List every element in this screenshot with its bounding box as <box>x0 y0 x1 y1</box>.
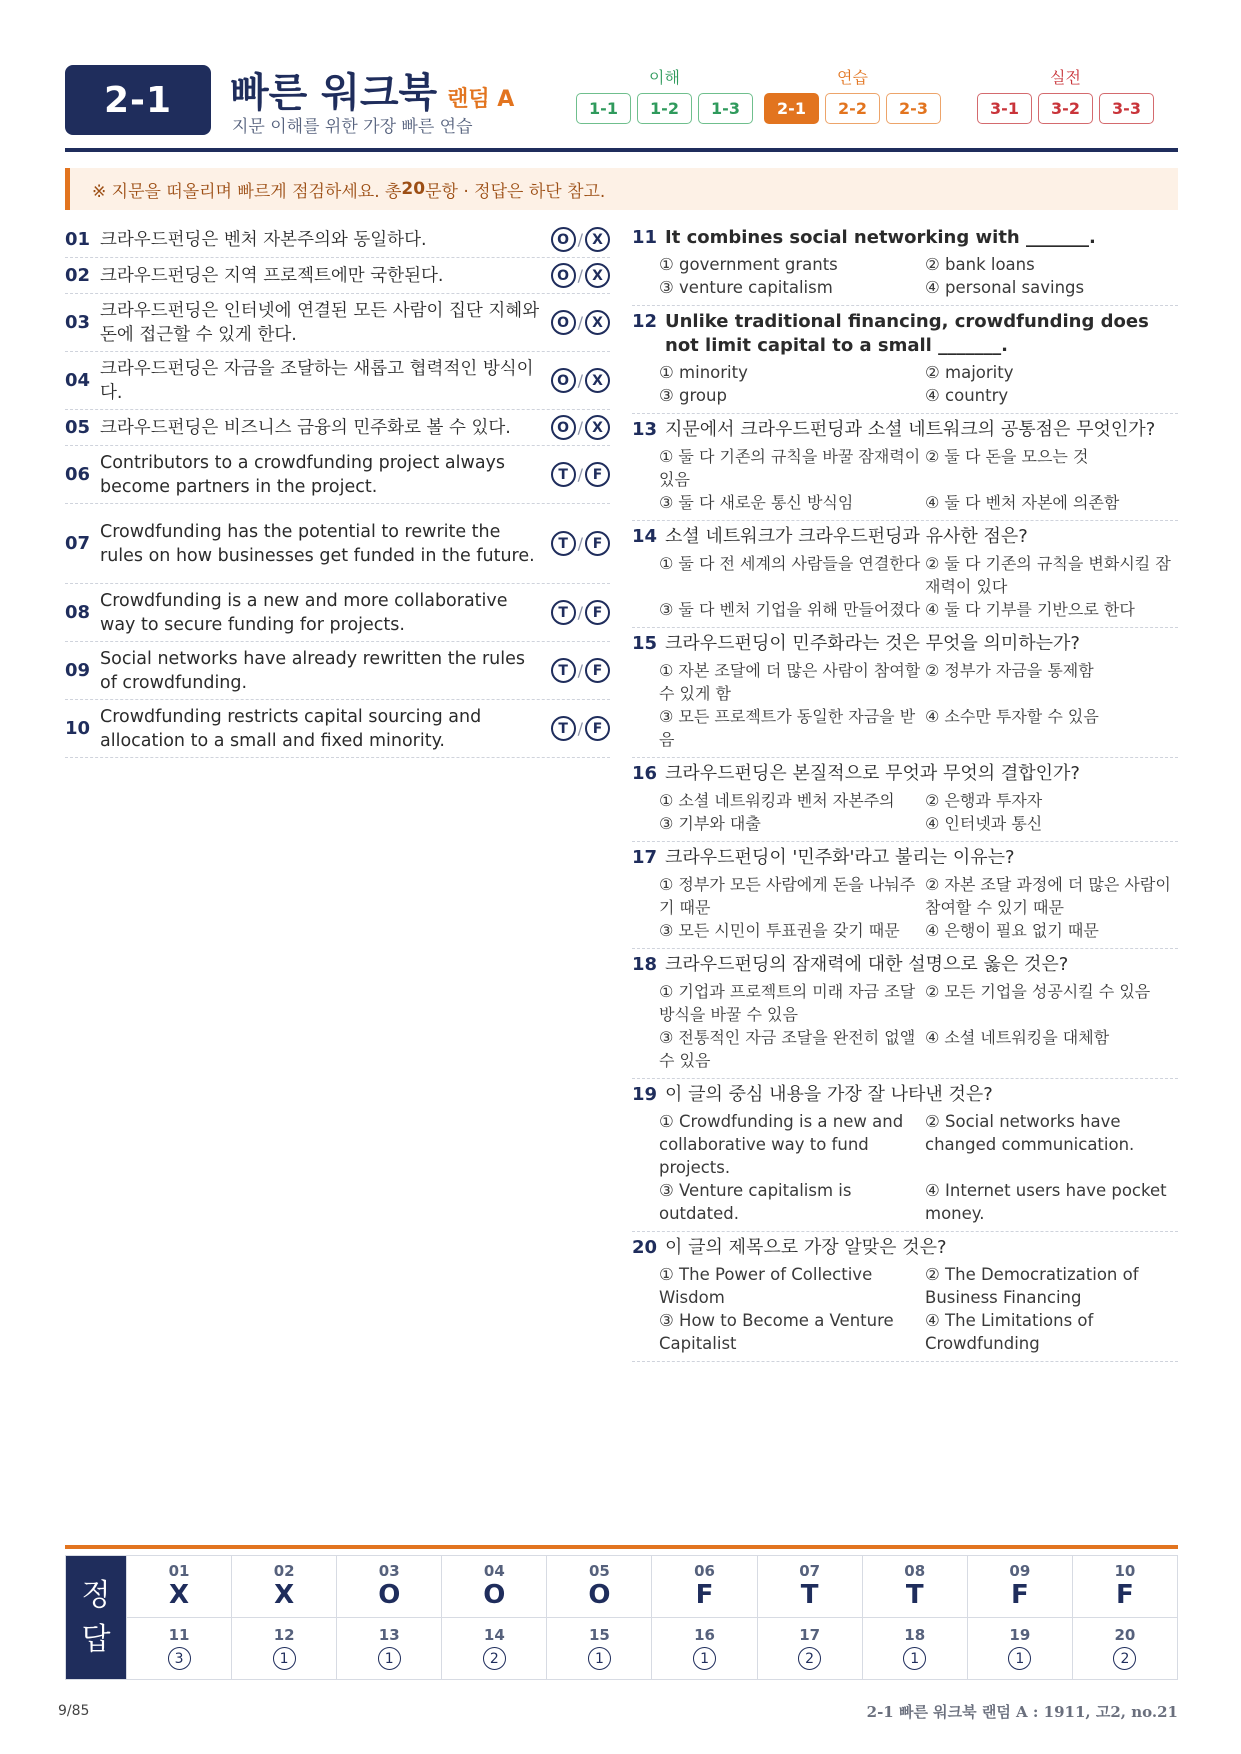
choice-4[interactable]: ④ Internet users have pocket money. <box>925 1181 1167 1223</box>
answer-label-bottom: 답 <box>81 1621 111 1657</box>
question-text: Unlike traditional financing, crowdfunding does not limit capital to a small _______. <box>665 311 1149 356</box>
stage-button-2-3[interactable]: 2-3 <box>886 93 941 124</box>
mark-t-option[interactable]: T <box>551 716 576 741</box>
stage-button-3-3[interactable]: 3-3 <box>1099 93 1154 124</box>
item-number: 05 <box>65 417 91 438</box>
multiple-choice-list <box>632 222 1178 1362</box>
choice-2[interactable]: ② 은행과 투자자 <box>925 791 1043 810</box>
page-header <box>65 65 1178 155</box>
item-text: Contributors to a crowdfunding project always become partners in the project. <box>100 452 506 497</box>
page-number: 9/85 <box>58 1703 90 1719</box>
choice-1[interactable]: ① The Power of Collective Wisdom <box>659 1265 873 1307</box>
choice-4[interactable]: ④ 둘 다 기부를 기반으로 한다 <box>925 600 1135 619</box>
answer-cell <box>651 1556 756 1618</box>
item-text: Crowdfunding restricts capital sourcing and allocation to a small and fixed minority. <box>100 706 482 751</box>
answer-label-top: 정 <box>81 1577 111 1613</box>
mark-t-option[interactable]: T <box>551 462 576 487</box>
answer-cell <box>757 1556 862 1618</box>
notice-suffix: 문항 · 정답은 하단 참고. <box>425 181 606 202</box>
true-false-list <box>65 222 610 758</box>
item-text: Social networks have already rewritten the rules of crowdfunding. <box>100 648 526 693</box>
answer-value: O <box>378 1580 401 1611</box>
answer-cell <box>862 1618 967 1680</box>
answer-choice: 3 <box>168 1647 191 1670</box>
title-main: 빠른 워크북 <box>230 70 438 116</box>
answer-cell <box>336 1618 441 1680</box>
mark-o-option[interactable]: O <box>551 263 576 288</box>
question-item <box>632 628 1178 758</box>
answer-choice: 1 <box>588 1647 611 1670</box>
answer-cell <box>336 1556 441 1618</box>
answer-value: O <box>483 1580 506 1611</box>
item-number: 01 <box>65 229 91 250</box>
mark-x-option[interactable]: X <box>585 263 610 288</box>
question-number: 16 <box>632 763 658 784</box>
choice-2[interactable]: ② majority <box>925 363 1014 382</box>
mark-t-option[interactable]: T <box>551 531 576 556</box>
choice-2[interactable]: ② 정부가 자금을 통제함 <box>925 661 1094 680</box>
choice-4[interactable]: ④ 소수만 투자할 수 있음 <box>925 707 1099 726</box>
answer-number: 15 <box>589 1626 610 1645</box>
question-text: 이 글의 중심 내용을 가장 잘 나타낸 것은? <box>665 1084 993 1105</box>
item-text: Crowdfunding has the potential to rewrite the rules on how businesses get funded in the future. <box>100 521 535 566</box>
question-text: 크라우드펀딩이 '민주화'라고 불리는 이유는? <box>665 847 1015 868</box>
answer-number: 07 <box>799 1562 821 1581</box>
question-number: 11 <box>632 227 658 248</box>
choice-1[interactable]: ① minority <box>659 363 748 382</box>
answer-number: 16 <box>694 1626 715 1645</box>
question-number: 17 <box>632 847 658 868</box>
item-number: 08 <box>65 602 91 623</box>
choice-3[interactable]: ③ 기부와 대출 <box>659 814 761 833</box>
list-item: 02 크라우드펀딩은 지역 프로젝트에만 국한된다. O / X <box>65 258 610 294</box>
question-text: 크라우드펀딩은 본질적으로 무엇과 무엇의 결합인가? <box>665 763 1080 784</box>
item-number: 09 <box>65 660 91 681</box>
answer-number: 12 <box>273 1626 295 1645</box>
choice-3[interactable]: ③ How to Become a Venture Capitalist <box>659 1311 894 1353</box>
answer-number: 05 <box>589 1562 610 1581</box>
item-number: 02 <box>65 265 91 286</box>
answer-cell <box>231 1618 336 1680</box>
choice-4[interactable]: ④ 인터넷과 통신 <box>925 814 1043 833</box>
answer-cell <box>546 1618 651 1680</box>
mark-t-option[interactable]: T <box>551 658 576 683</box>
mark-o-option[interactable]: O <box>551 368 576 393</box>
notice-count: 20 <box>401 179 426 199</box>
answer-cell <box>126 1618 231 1680</box>
answer-number: 19 <box>1009 1626 1031 1645</box>
question-text: 이 글의 제목으로 가장 알맞은 것은? <box>665 1237 947 1258</box>
list-item: 08 Crowdfunding is a new and more collaborative way to secure funding for projects. T / F <box>65 584 610 642</box>
answer-value: F <box>1116 1580 1134 1611</box>
answer-value: F <box>1010 1580 1029 1611</box>
choice-4[interactable]: ④ 소셜 네트워킹을 대체함 <box>925 1028 1110 1047</box>
question-number: 13 <box>632 419 658 440</box>
choice-3[interactable]: ③ group <box>659 386 727 405</box>
title-suffix: 랜덤 A <box>447 87 515 112</box>
list-item: 04 크라우드펀딩은 자금을 조달하는 새롭고 협력적인 방식이다. O / X <box>65 352 610 410</box>
choice-4[interactable]: ④ country <box>925 386 1009 405</box>
item-number: 07 <box>65 533 91 554</box>
answer-cell <box>546 1556 651 1618</box>
question-text: 크라우드펀딩의 잠재력에 대한 설명으로 옳은 것은? <box>665 954 1069 975</box>
list-item: 05 크라우드펀딩은 비즈니스 금융의 민주화로 볼 수 있다. O / X <box>65 410 610 446</box>
question-text: It combines social networking with _______. <box>665 227 1096 248</box>
answer-value: X <box>169 1580 190 1611</box>
list-item: 01 크라우드펀딩은 벤처 자본주의와 동일하다. O / X <box>65 222 610 258</box>
question-number: 19 <box>632 1084 658 1105</box>
notice-prefix: ※ 지문을 떠올리며 빠르게 점검하세요. 총 <box>92 181 402 202</box>
choice-3[interactable]: ③ 모든 시민이 투표권을 갖기 때문 <box>659 921 900 940</box>
mark-o-option[interactable]: O <box>551 415 576 440</box>
answer-number: 06 <box>694 1562 715 1581</box>
answer-choice: 1 <box>903 1647 926 1670</box>
answer-choice: 1 <box>1008 1647 1031 1670</box>
choice-1[interactable]: ① 정부가 모든 사람에게 돈을 나눠주기 때문 <box>659 875 916 917</box>
answer-number: 04 <box>483 1562 505 1581</box>
answer-cell <box>231 1556 336 1618</box>
answer-cell <box>651 1618 756 1680</box>
item-text: Crowdfunding is a new and more collaborative way to secure funding for projects. <box>100 590 508 635</box>
answer-number: 09 <box>1009 1562 1031 1581</box>
choice-3[interactable]: ③ 전통적인 자금 조달을 완전히 없앨 수 있음 <box>659 1028 916 1070</box>
answer-value: O <box>588 1580 611 1611</box>
choice-4[interactable]: ④ The Limitations of Crowdfunding <box>925 1311 1094 1353</box>
item-text: 크라우드펀딩은 인터넷에 연결된 모든 사람이 집단 지혜와 돈에 접근할 수 있게 한다. <box>100 300 540 345</box>
answer-choice: 1 <box>693 1647 716 1670</box>
page-subtitle: 지문 이해를 위한 가장 빠른 연습 <box>232 117 473 137</box>
answer-choice: 2 <box>798 1647 821 1670</box>
question-text: 지문에서 크라우드펀딩과 소셜 네트워크의 공통점은 무엇인가? <box>665 419 1156 440</box>
stage-button-3-1[interactable]: 3-1 <box>977 93 1032 124</box>
answer-value: F <box>695 1580 714 1611</box>
item-text: 크라우드펀딩은 비즈니스 금융의 민주화로 볼 수 있다. <box>100 417 511 438</box>
stage-button-2-1-active[interactable]: 2-1 <box>764 93 819 124</box>
header-divider <box>65 148 1178 152</box>
stage-label: 실전 <box>1050 68 1081 87</box>
choice-3[interactable]: ③ 모든 프로젝트가 동일한 자금을 받음 <box>659 707 916 749</box>
choice-3[interactable]: ③ 둘 다 새로운 통신 방식임 <box>659 493 854 512</box>
stage-button-1-1[interactable]: 1-1 <box>576 93 631 124</box>
stage-label: 이해 <box>649 68 680 87</box>
answer-choice: 1 <box>273 1647 296 1670</box>
answer-cell <box>126 1556 231 1618</box>
answer-cell <box>1072 1618 1177 1680</box>
mark-f-option[interactable]: F <box>585 600 610 625</box>
choice-1[interactable]: ① government grants <box>659 255 838 274</box>
answer-key-label <box>66 1556 126 1679</box>
answer-number: 01 <box>168 1562 190 1581</box>
question-item <box>632 949 1178 1079</box>
mark-f-option[interactable]: F <box>585 462 610 487</box>
choice-3[interactable]: ③ venture capitalism <box>659 278 833 297</box>
answer-number: 17 <box>799 1626 821 1645</box>
question-item <box>632 521 1178 628</box>
question-item <box>632 222 1178 306</box>
item-number: 04 <box>65 370 91 391</box>
mark-o-option[interactable]: O <box>551 310 576 335</box>
choice-2[interactable]: ② 자본 조달 과정에 더 많은 사람이 참여할 수 있기 때문 <box>925 875 1171 917</box>
source-note: 2-1 빠른 워크북 랜덤 A : 1911, 고2, no.21 <box>866 1703 1178 1721</box>
answer-number: 14 <box>483 1626 505 1645</box>
stage-button-1-3[interactable]: 1-3 <box>698 93 753 124</box>
item-number: 10 <box>65 718 91 739</box>
stage-button-2-2[interactable]: 2-2 <box>825 93 880 124</box>
stage-group-understand <box>576 65 753 124</box>
stage-button-3-2[interactable]: 3-2 <box>1038 93 1093 124</box>
choice-2[interactable]: ② bank loans <box>925 255 1035 274</box>
question-text: 크라우드펀딩이 민주화라는 것은 무엇을 의미하는가? <box>665 633 1080 654</box>
answer-cell <box>967 1556 1072 1618</box>
question-number: 14 <box>632 526 658 547</box>
choice-2[interactable]: ② Social networks have changed communication. <box>925 1112 1135 1154</box>
question-item <box>632 1232 1178 1362</box>
instruction-notice <box>65 168 1178 210</box>
mark-x-option[interactable]: X <box>585 310 610 335</box>
answer-cell <box>441 1556 546 1618</box>
item-number: 03 <box>65 312 91 333</box>
list-item: 07 Crowdfunding has the potential to rewrite the rules on how businesses get funded in the future. T / F <box>65 504 610 584</box>
stage-label: 연습 <box>837 68 868 87</box>
mark-f-option[interactable]: F <box>585 658 610 683</box>
answer-choice: 2 <box>1113 1647 1136 1670</box>
mark-x-option[interactable]: X <box>585 227 610 252</box>
list-item: 06 Contributors to a crowdfunding project always become partners in the project. T / F <box>65 446 610 504</box>
choice-3[interactable]: ③ 둘 다 벤처 기업을 위해 만들어졌다 <box>659 600 921 619</box>
answer-value: T <box>905 1580 924 1611</box>
question-number: 20 <box>632 1237 658 1258</box>
answer-number: 08 <box>904 1562 926 1581</box>
choice-4[interactable]: ④ personal savings <box>925 278 1085 297</box>
choice-1[interactable]: ① 둘 다 전 세계의 사람들을 연결한다 <box>659 554 921 573</box>
answer-number: 11 <box>168 1626 190 1645</box>
item-number: 06 <box>65 464 91 485</box>
answer-number: 02 <box>273 1562 295 1581</box>
stage-group-exam <box>977 65 1154 124</box>
question-item <box>632 414 1178 521</box>
answer-value: X <box>274 1580 295 1611</box>
answer-value: T <box>800 1580 819 1611</box>
mark-f-option[interactable]: F <box>585 716 610 741</box>
answer-cell <box>862 1556 967 1618</box>
question-number: 12 <box>632 311 658 332</box>
answer-cell <box>967 1618 1072 1680</box>
answer-number: 20 <box>1114 1626 1136 1645</box>
choice-2[interactable]: ② 둘 다 돈을 모으는 것 <box>925 447 1089 466</box>
mark-f-option[interactable]: F <box>585 531 610 556</box>
question-number: 15 <box>632 633 658 654</box>
mark-o-option[interactable]: O <box>551 227 576 252</box>
question-number: 18 <box>632 954 658 975</box>
question-item <box>632 306 1178 414</box>
mark-t-option[interactable]: T <box>551 600 576 625</box>
unit-badge: 2-1 <box>65 65 211 135</box>
question-item <box>632 842 1178 949</box>
item-text: 크라우드펀딩은 벤처 자본주의와 동일하다. <box>100 229 427 250</box>
answer-grid <box>126 1556 1177 1679</box>
choice-3[interactable]: ③ Venture capitalism is outdated. <box>659 1181 852 1223</box>
stage-group-practice <box>764 65 941 124</box>
answer-choice: 1 <box>378 1647 401 1670</box>
question-item <box>632 758 1178 842</box>
page-title <box>230 61 514 118</box>
list-item: 10 Crowdfunding restricts capital sourcing and allocation to a small and fixed minority. T / F <box>65 700 610 758</box>
answer-choice: 2 <box>483 1647 506 1670</box>
choice-2[interactable]: ② 둘 다 기존의 규칙을 변화시킬 잠재력이 있다 <box>925 554 1171 596</box>
mark-x-option[interactable]: X <box>585 368 610 393</box>
answer-number: 03 <box>378 1562 400 1581</box>
choice-1[interactable]: ① 소셜 네트워킹과 벤처 자본주의 <box>659 791 895 810</box>
item-text: 크라우드펀딩은 자금을 조달하는 새롭고 협력적인 방식이다. <box>100 358 534 403</box>
answer-key <box>65 1555 1178 1680</box>
answer-cell <box>757 1618 862 1680</box>
choice-1[interactable]: ① 기업과 프로젝트의 미래 자금 조달 방식을 바꿀 수 있음 <box>659 982 916 1024</box>
stage-button-1-2[interactable]: 1-2 <box>637 93 692 124</box>
answer-cell <box>1072 1556 1177 1618</box>
question-item <box>632 1079 1178 1232</box>
choice-4[interactable]: ④ 둘 다 벤처 자본에 의존함 <box>925 493 1120 512</box>
answer-number: 10 <box>1114 1562 1136 1581</box>
answer-divider <box>65 1545 1178 1549</box>
choice-2[interactable]: ② The Democratization of Business Financing <box>925 1265 1139 1307</box>
choice-1[interactable]: ① 자본 조달에 더 많은 사람이 참여할 수 있게 함 <box>659 661 921 703</box>
list-item: 03 크라우드펀딩은 인터넷에 연결된 모든 사람이 집단 지혜와 돈에 접근할 수 있게 한다. O / X <box>65 294 610 352</box>
choice-1[interactable]: ① Crowdfunding is a new and collaborative way to fund projects. <box>659 1112 904 1177</box>
answer-number: 13 <box>378 1626 400 1645</box>
answer-number: 18 <box>904 1626 926 1645</box>
mark-x-option[interactable]: X <box>585 415 610 440</box>
question-text: 소셜 네트워크가 크라우드펀딩과 유사한 점은? <box>665 526 1028 547</box>
choice-4[interactable]: ④ 은행이 필요 없기 때문 <box>925 921 1099 940</box>
choice-2[interactable]: ② 모든 기업을 성공시킬 수 있음 <box>925 982 1151 1001</box>
list-item: 09 Social networks have already rewritten the rules of crowdfunding. T / F <box>65 642 610 700</box>
item-text: 크라우드펀딩은 지역 프로젝트에만 국한된다. <box>100 265 444 286</box>
answer-cell <box>441 1618 546 1680</box>
choice-1[interactable]: ① 둘 다 기존의 규칙을 바꿀 잠재력이 있음 <box>659 447 921 489</box>
